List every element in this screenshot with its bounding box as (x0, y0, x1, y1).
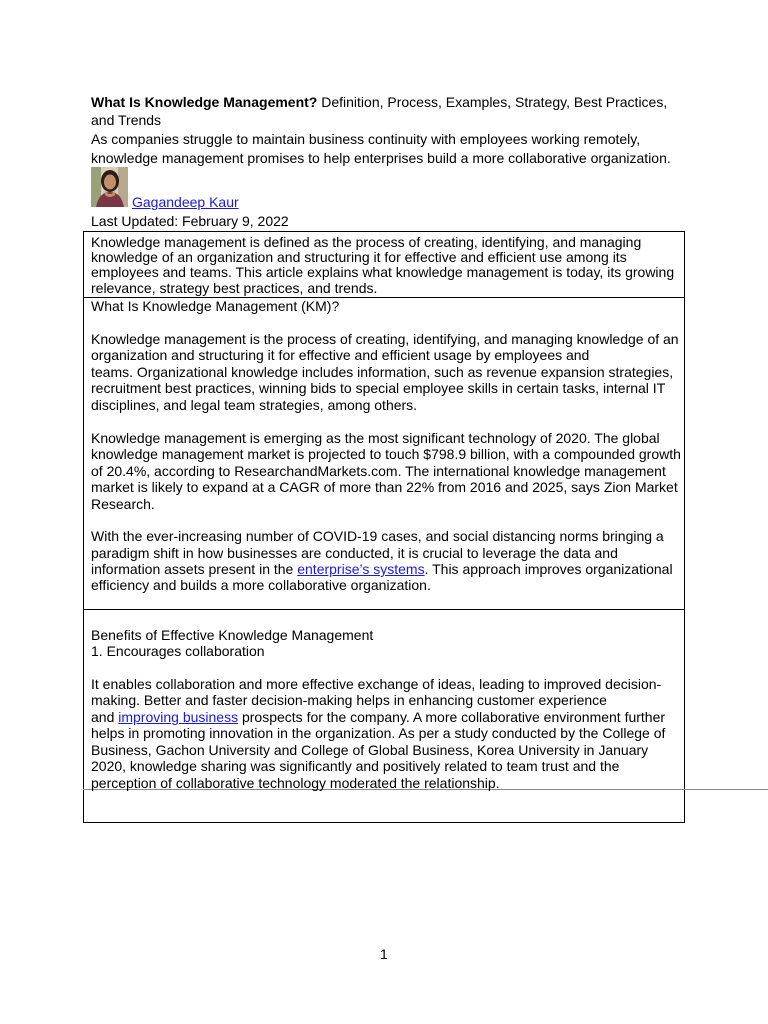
section2-line: It enables collaboration and more effective exchange of ideas, leading to improved decision- (91, 676, 662, 692)
section1-para1-line: organization and structuring it for effective and efficient usage by employees and (91, 347, 590, 363)
summary-line: employees and teams. This article explains what knowledge management is today, its growing (91, 264, 675, 280)
section1-para2-line: Research. (91, 496, 155, 512)
section1-para2-line: of 20.4%, according to ResearchandMarkets.com. The international knowledge management (91, 463, 666, 479)
section2-subheading: 1. Encourages collaboration (91, 643, 265, 659)
summary-line: Knowledge management is defined as the process of creating, identifying, and managing (91, 234, 642, 250)
section1-para3-line: paradigm shift in how businesses are conducted, it is crucial to leverage the data and (91, 545, 618, 561)
section2-line (91, 709, 665, 725)
section1-para1-line: Knowledge management is the process of creating, identifying, and managing knowledge of an (91, 331, 679, 347)
section2-text-before-link: and (91, 709, 119, 725)
table-divider-2 (83, 609, 685, 610)
para3-text-after-link: . This approach improves organizational (424, 561, 673, 577)
subtitle-line2: knowledge management promises to help enterprises build a more collaborative organization. (91, 150, 671, 166)
section1-para1-line: disciplines, and legal team strategies, among others. (91, 397, 418, 413)
title-bold: What Is Knowledge Management? (91, 94, 318, 110)
section1-para2-line: market is likely to expand at a CAGR of more than 22% from 2016 and 2025, says Zion Market (91, 479, 678, 495)
section1-para1-line: teams. Organizational knowledge includes information, such as revenue expansion strategies, (91, 364, 674, 380)
subtitle-line1: As companies struggle to maintain business continuity with employees working remotely, (91, 131, 641, 147)
enterprise-systems-link[interactable]: enterprise’s systems (297, 561, 425, 577)
last-updated: Last Updated: February 9, 2022 (91, 213, 289, 229)
author-avatar (91, 167, 128, 207)
section2-line: perception of collaborative technology moderated the relationship. (91, 775, 500, 791)
summary-line: relevance, strategy best practices, and trends. (91, 280, 378, 296)
section1-para1-line: recruitment best practices, winning bids to special employee skills in certain tasks, internal IT (91, 380, 666, 396)
section1-para2-line: knowledge management market is projected to touch $798.9 billion, with a compounded growth (91, 446, 681, 462)
section1-para3-line: efficiency and builds a more collaborative organization. (91, 577, 431, 593)
improving-business-link[interactable]: improving business (118, 709, 239, 725)
para3-text-before-link: information assets present in the (91, 561, 298, 577)
title-rest: Definition, Process, Examples, Strategy, Best Practices, (317, 94, 668, 110)
section1-para2-line: Knowledge management is emerging as the most significant technology of 2020. The global (91, 430, 660, 446)
author-link[interactable]: Gagandeep Kaur (132, 194, 239, 210)
section2-line: helps in promoting innovation in the organization. As per a study conducted by the College of (91, 725, 666, 741)
summary-line: knowledge of an organization and structuring it for effective and efficient use among its (91, 249, 627, 265)
section1-heading: What Is Knowledge Management (KM)? (91, 298, 340, 314)
section2-line: 2020, knowledge sharing was significantly and positively related to team trust and the (91, 758, 620, 774)
section2-heading: Benefits of Effective Knowledge Management (91, 627, 374, 643)
section1-para3-line (91, 561, 673, 577)
section2-line: Business, Gachon University and College of Global Business, Korea University in January (91, 742, 649, 758)
section2-text-after-link: prospects for the company. A more collaborative environment further (238, 709, 666, 725)
section2-line: making. Better and faster decision-making helps in enhancing customer experience (91, 692, 607, 708)
title-line2: and Trends (91, 112, 162, 128)
section1-para3-line: With the ever-increasing number of COVID-19 cases, and social distancing norms bringing a (91, 528, 664, 544)
article-title (91, 94, 667, 110)
page-number: 1 (380, 946, 388, 962)
